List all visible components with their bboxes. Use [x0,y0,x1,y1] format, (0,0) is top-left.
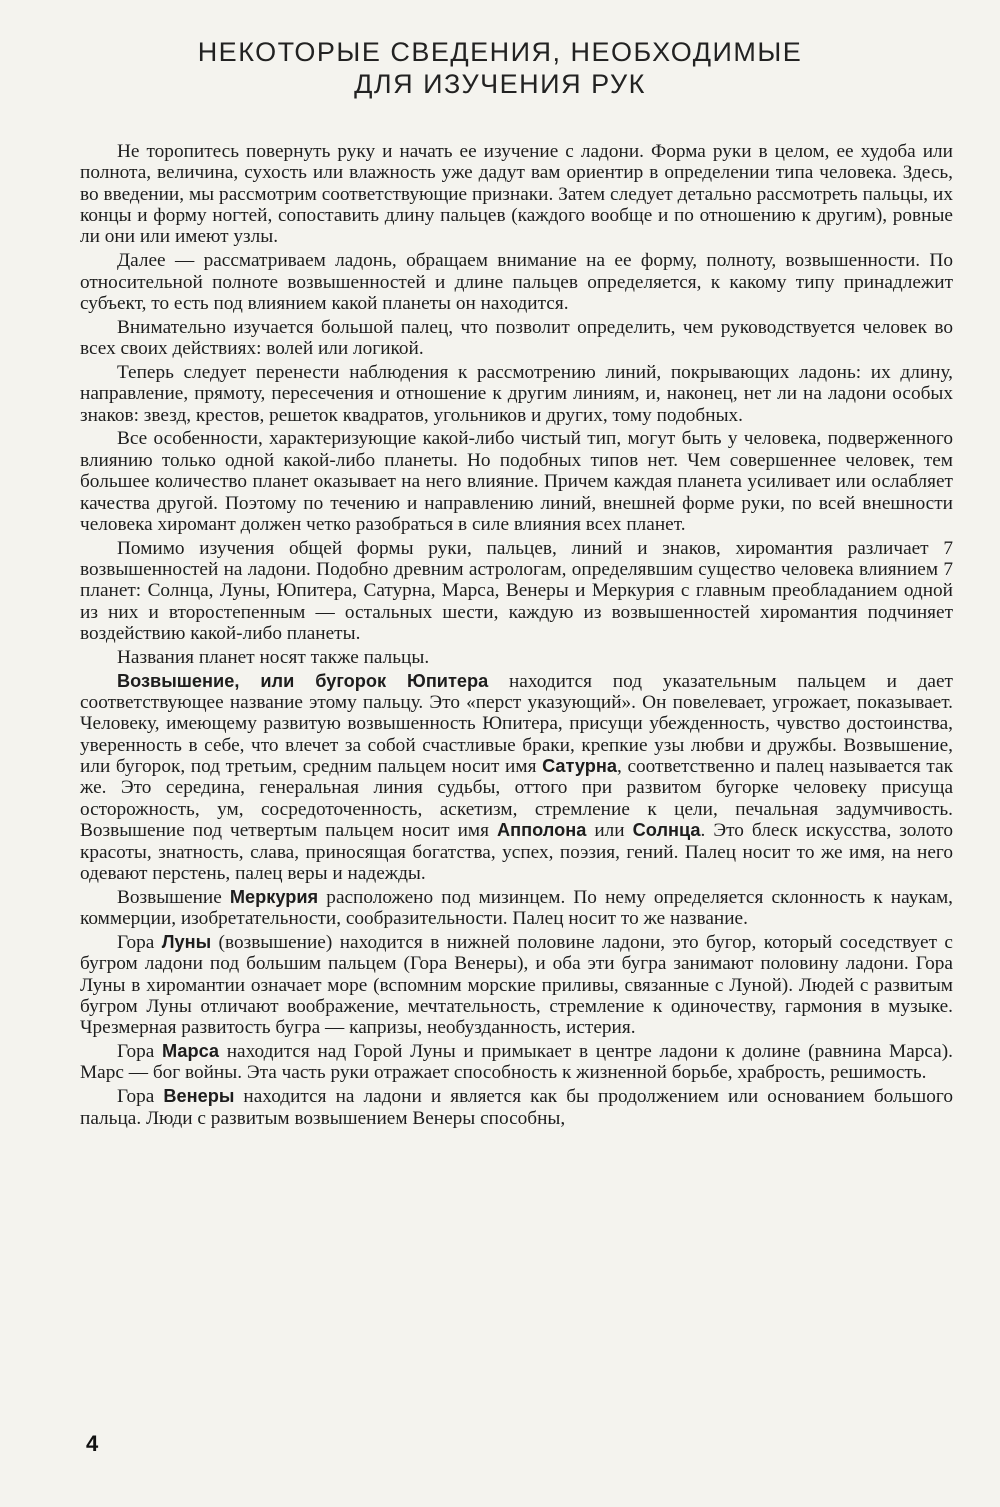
title-line-1: НЕКОТОРЫЕ СВЕДЕНИЯ, НЕОБХОДИМЫЕ [197,37,803,67]
paragraph [80,887,953,930]
paragraph [80,1041,953,1084]
paragraph: Названия планет носят также пальцы. [117,646,430,668]
paragraph: Теперь следует перенести наблюдения к рассмотрению линий, покрывающих ладонь: их длину, направление, прямоту, пересечения и отношение к другим линиям, и, наконец, нет ли на ладони особых знаков: звезд, крестов, решеток квадратов, угольников и других, тому подобных. [80,361,953,426]
text-run: расположено под мизинцем. По нему определяется склонность к наукам, коммерции, изобретательности, сообразительности. Палец носит то же название. [80,886,953,930]
page-number: 4 [86,1431,99,1456]
page-title [0,36,1000,100]
paragraph: Помимо изучения общей формы руки, пальцев, линий и знаков, хиромантия различает 7 возвышенностей на ладони. Подобно древним астрологам, определявшим существо человека влиянием 7 планет: Солнца, Луны, Юпитера, Сатурна, Марса, Венеры и Меркурия с главным преобладанием одной из них и второстепенным — остальных шести, каждую из возвышенностей хиромантия подчиняет воздействию какой-либо планеты. [80,537,953,645]
text-run: Возвышение [117,886,230,908]
bold-term: Меркурия [229,886,319,907]
text-run: (возвышение) находится в нижней половине ладони, это бугор, который соседствует с бугром ладони под большим пальцем (Гора Венеры), и оба эти бугра занимают половину ладони. Гора Луны в хиромантии означает море (вспомним морские приливы, связанные с Луной). Людей с развитым бугром Луны отличают воображение, мечтательность, стремление к одиночеству, гармония в музыке. Чрезмерная развитость бугра — капризы, необузданность, истерия. [80,931,953,1039]
bold-term: Марса [161,1041,220,1062]
text-run: находится на ладони и является как бы продолжением или основанием большого пальца. Люди с развитым возвышением Венеры способны, [80,1086,953,1129]
paragraph [80,671,953,884]
bold-term: Апполона [497,820,587,841]
text-run: находится под указательным пальцем и дает соответствующее название этому пальцу. Это «перст указующий». Он повелевает, угрожает, показывает. Человеку, имеющему развитую возвышенность Юпитера, присущи убежденность, чувство достоинства, уверенность в себе, что влечет за собой счастливые браки, крепкие узы любви и дружбы. Возвышение, или бугорок, под третьим, средним пальцем носит имя [80,670,953,778]
bold-term: Возвышение, или бугорок Юпитера [117,670,489,691]
bold-term: Луны [161,931,212,952]
paragraph: Внимательно изучается большой палец, что позволит определить, чем руководствуется человек во всех своих действиях: волей или логикой. [80,316,953,360]
body-text [80,141,953,1131]
text-run: Гора [117,1041,162,1063]
bold-term: Сатурна [542,756,617,777]
paragraph: Не торопитесь повернуть руку и начать ее изучение с ладони. Форма руки в целом, ее худоба или полнота, величина, сухость или влажность уже дадут вам ориентир в определении типа человека. Здесь, во введении, мы рассмотрим соответствующие признаки. Затем следует детально рассмотреть пальцы, их концы и форму ногтей, сопоставить длину пальцев (каждого вообще и по отношению к другим), ровные ли они или имеют узлы. [80,141,953,248]
paragraph [80,1086,953,1129]
paragraph: Все особенности, характеризующие какой-либо чистый тип, могут быть у человека, подверженного влиянию только одной какой-либо планеты. Но подобных типов нет. Чем совершеннее человек, тем большее количество планет оказывает на него влияние. Причем каждая планета усиливает или ослабляет качества другой. Поэтому по течению и направлению линий, внешней форме руки, по всей внешности человека хиромант должен четко разобраться в силе влияния всех планет. [80,428,953,535]
text-run: Гора [117,1086,164,1108]
paragraph: Далее — рассматриваем ладонь, обращаем внимание на ее форму, полноту, возвышенности. По относительной полноте возвышенностей и длине пальцев определяется, к какому типу принадлежит субъект, то есть под влиянием какой планеты он находится. [80,250,953,314]
paragraph [80,932,953,1039]
bold-term: Солнца [632,820,701,841]
text-run: находится над Горой Луны и примыкает в центре ладони к долине (равнина Марса). Марс — бог войны. Эта часть руки отражает способность к жизненной борьбе, храбрость, решимость. [80,1041,953,1084]
text-run: или [586,820,633,842]
text-run: . Это блеск искусства, золото красоты, знатность, слава, приносящая богатства, успех, поэзия, гений. Палец носит то же имя, на него одевают перстень, палец веры и надежды. [80,820,953,884]
bold-term: Венеры [163,1086,235,1107]
text-run: Гора [117,931,162,953]
title-line-2: ДЛЯ ИЗУЧЕНИЯ РУК [354,69,646,99]
text-run: , соответственно и палец называется так же. Это середина, генеральная линия судьбы, оттого при развитом бугорке человеку присуща осторожность, ум, сосредоточенность, аскетизм, стремление к цели, печальная задумчивость. Возвышение под четвертым пальцем носит имя [80,756,953,842]
